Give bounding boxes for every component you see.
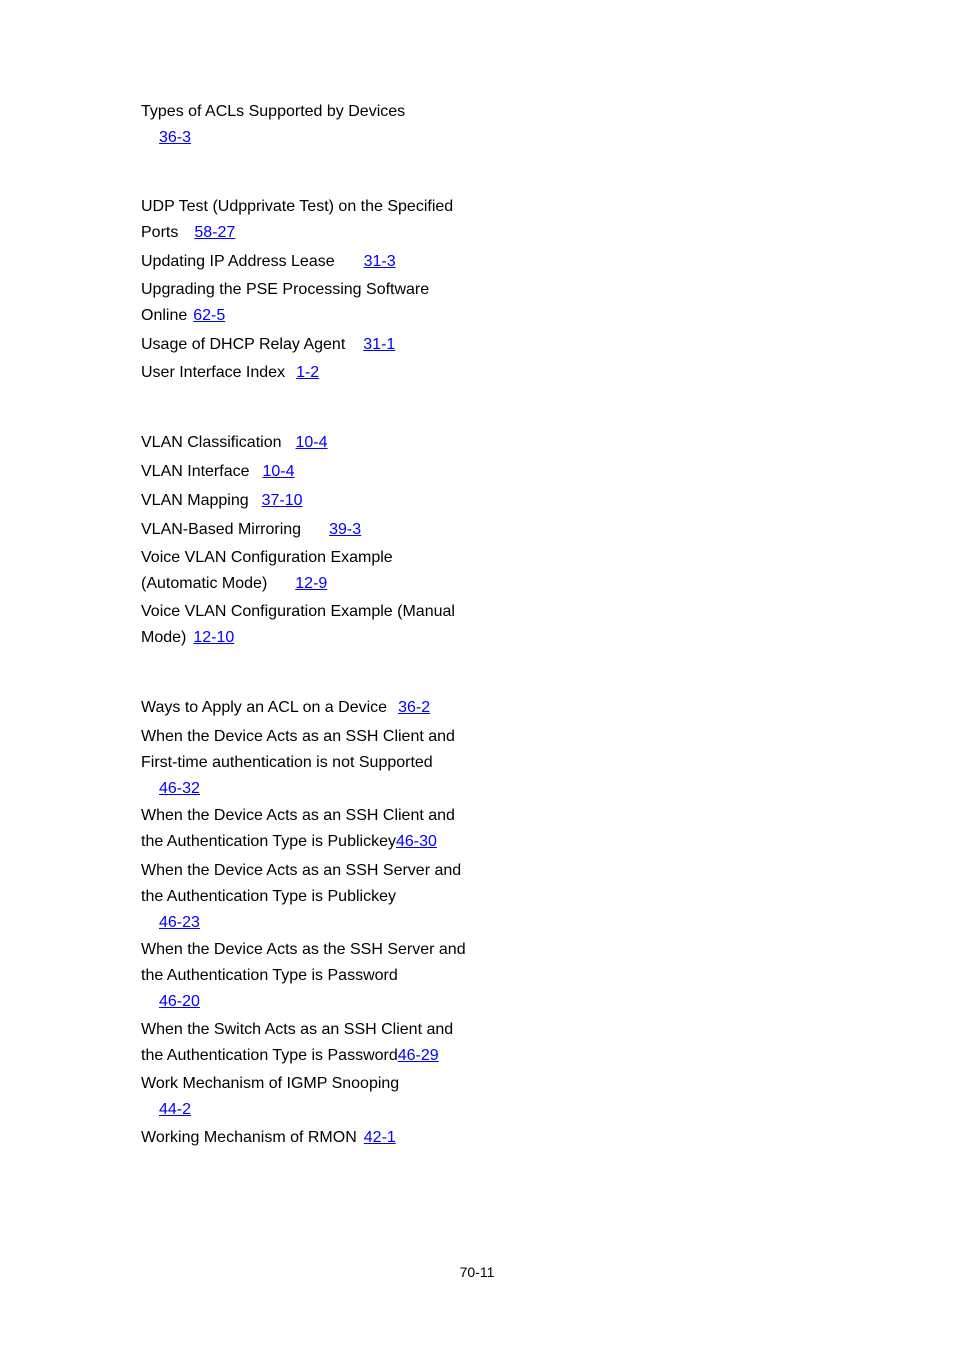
index-entry (141, 803, 455, 855)
entry-text: When the Device Acts as an SSH Client and (141, 807, 455, 824)
entry-text: VLAN Classification (141, 434, 282, 451)
entry-text: Voice VLAN Configuration Example (Manual (141, 603, 455, 620)
entry-text-continued: the Authentication Type is Password (141, 967, 398, 984)
page-link[interactable]: 46-30 (395, 833, 437, 850)
entry-text-continued: Ports (141, 224, 179, 241)
entry-text: Usage of DHCP Relay Agent (141, 336, 346, 353)
entry-text: When the Switch Acts as an SSH Client and (141, 1021, 454, 1038)
index-entry (141, 1125, 396, 1151)
page-link[interactable]: 46-32 (159, 780, 200, 797)
index-entry (141, 695, 430, 721)
entry-text-continued: First-time authentication is not Supported (141, 754, 433, 771)
entry-text-continued: the Authentication Type is Password (141, 1047, 398, 1064)
page-link[interactable]: 42-1 (363, 1129, 396, 1146)
entry-text: Types of ACLs Supported by Devices (141, 103, 406, 120)
page-link[interactable]: 10-4 (262, 463, 295, 480)
entry-text: When the Device Acts as the SSH Server and (141, 941, 466, 958)
page-link[interactable]: 62-5 (193, 307, 226, 324)
index-entry (141, 277, 429, 329)
entry-text-continued: Online (141, 307, 188, 324)
page-link[interactable]: 44-2 (159, 1101, 192, 1118)
entry-text: VLAN Interface (141, 463, 250, 480)
index-entry (141, 545, 393, 597)
entry-text-continued: the Authentication Type is Publickey (141, 888, 396, 905)
index-entry (141, 99, 405, 151)
entry-text-continued: the Authentication Type is Publickey (141, 833, 396, 850)
entry-text-continued: (Automatic Mode) (141, 575, 268, 592)
index-entry (141, 599, 455, 651)
index-entry (141, 249, 396, 275)
page-link[interactable]: 46-23 (159, 914, 200, 931)
index-entry (141, 194, 453, 246)
page-number: 70-11 (459, 1264, 495, 1280)
page-link[interactable]: 46-29 (397, 1047, 439, 1064)
page-link[interactable]: 36-3 (159, 129, 192, 146)
entry-text-continued: Mode) (141, 629, 187, 646)
page-link[interactable]: 12-10 (193, 629, 235, 646)
index-entry (141, 937, 466, 1015)
page-link[interactable]: 1-2 (296, 364, 320, 381)
page-link[interactable]: 10-4 (295, 434, 328, 451)
page-link[interactable]: 37-10 (261, 492, 303, 509)
index-entry (141, 332, 395, 358)
page-link[interactable]: 12-9 (295, 575, 328, 592)
page-link[interactable]: 58-27 (194, 224, 236, 241)
index-entry (141, 724, 455, 802)
index-entry (141, 517, 361, 543)
page-link[interactable]: 31-1 (363, 336, 396, 353)
page-link[interactable]: 39-3 (329, 521, 362, 538)
index-entry (141, 1071, 399, 1123)
entry-text: Upgrading the PSE Processing Software (141, 281, 430, 298)
entry-text: Working Mechanism of RMON (141, 1129, 357, 1146)
entry-text: VLAN Mapping (141, 492, 249, 509)
entry-text: When the Device Acts as an SSH Server and (141, 862, 462, 879)
page-link[interactable]: 36-2 (398, 699, 431, 716)
index-entry (141, 360, 319, 386)
index-entry (141, 430, 328, 456)
entry-text: UDP Test (Udpprivate Test) on the Specified (141, 198, 454, 215)
index-entry (141, 858, 461, 936)
entry-text: Work Mechanism of IGMP Snooping (141, 1075, 400, 1092)
entry-text: Updating IP Address Lease (141, 253, 335, 270)
entry-text: When the Device Acts as an SSH Client and (141, 728, 455, 745)
entry-text: Voice VLAN Configuration Example (141, 549, 393, 566)
entry-text: Ways to Apply an ACL on a Device (141, 699, 388, 716)
page-link[interactable]: 46-20 (159, 993, 200, 1010)
index-entry (141, 488, 303, 514)
index-entry (141, 459, 295, 485)
entry-text: User Interface Index (141, 364, 286, 381)
entry-text: VLAN-Based Mirroring (141, 521, 302, 538)
page-link[interactable]: 31-3 (363, 253, 396, 270)
index-entry (141, 1017, 453, 1069)
